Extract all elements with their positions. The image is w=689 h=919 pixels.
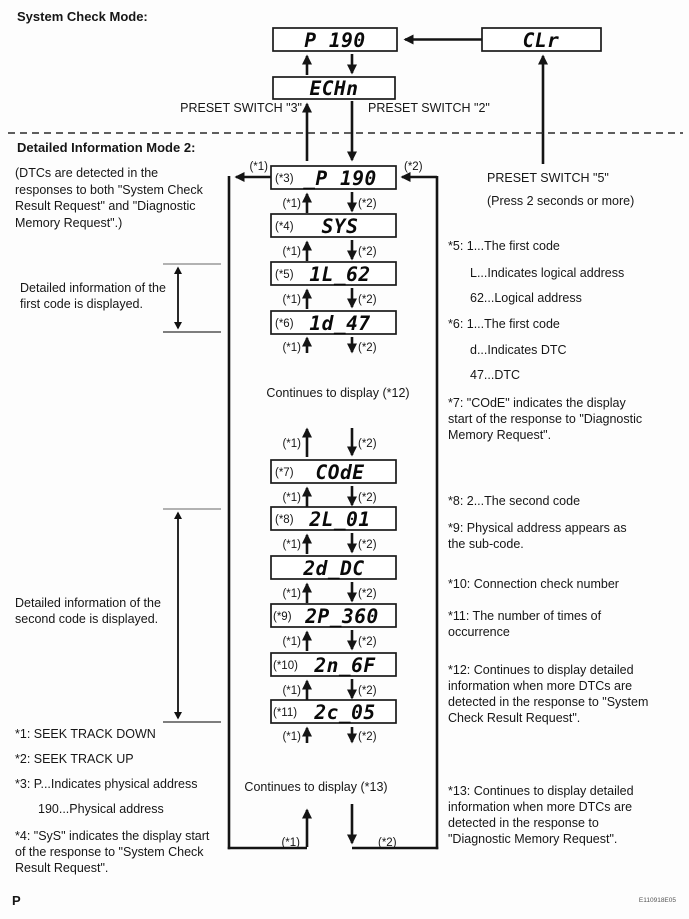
second-code-caption-line: second code is displayed.: [15, 612, 159, 626]
footnote-13-line: *13: Continues to display detailed: [448, 784, 634, 798]
first-code-caption-line: first code is displayed.: [20, 297, 143, 311]
footnote-8: *8: 2...The second code: [448, 494, 581, 508]
footnote-11-line: occurrence: [448, 625, 510, 639]
first-code-caption-line: Detailed information of the: [20, 281, 166, 295]
footnote-9-line: the sub-code.: [448, 537, 524, 551]
dtc-note-line: Result Request" and "Diagnostic: [15, 199, 196, 213]
box5-ref-label: (*5): [275, 269, 294, 281]
footnote-12-line: detected in the response to "System: [448, 695, 649, 709]
footnote-13-line: information when more DTCs are: [448, 800, 633, 814]
footnote-5-line: 62...Logical address: [470, 291, 582, 305]
box3-left-label: (*1): [249, 161, 268, 173]
preset-switch-3-label: PRESET SWITCH "3": [180, 101, 302, 115]
footnote-12-line: information when more DTCs are: [448, 679, 633, 693]
box11-ref-label: (*11): [273, 707, 298, 719]
seek-up-label: (*2): [358, 636, 377, 648]
display-box7-value: COdE: [315, 461, 365, 484]
seek-up-label: (*2): [358, 294, 377, 306]
display-box8-value: 2L_01: [309, 508, 371, 531]
box6-ref-label: (*6): [275, 318, 294, 330]
seek-down-label: (*1): [282, 588, 301, 600]
footnote-4-line: of the response to "System Check: [15, 845, 204, 859]
footnote-10: *10: Connection check number: [448, 577, 619, 591]
seek-down-label: (*1): [282, 685, 301, 697]
continues-12-note: Continues to display (*12): [266, 386, 410, 400]
footnote-7-line: *7: "COdE" indicates the display: [448, 396, 626, 410]
footnote-13-line: detected in the response to: [448, 816, 599, 830]
footnote-9-line: *9: Physical address appears as: [448, 521, 627, 535]
box9-ref-label: (*9): [273, 611, 292, 623]
footnote-1: *1: SEEK TRACK DOWN: [15, 727, 156, 741]
display-box11-value: 2c_05: [314, 701, 376, 724]
footnote-3-line: *3: P...Indicates physical address: [15, 777, 198, 791]
footnote-11-line: *11: The number of times of: [448, 609, 602, 623]
right-footnotes: [448, 239, 648, 846]
seek-up-label: (*2): [358, 685, 377, 697]
loop-seek-up-label: (*2): [378, 837, 397, 849]
display-clr: CLr: [522, 29, 560, 52]
preset-switch-5-hint: (Press 2 seconds or more): [487, 194, 635, 208]
footnote-7-line: Memory Request".: [448, 428, 552, 442]
footnote-12-line: Check Result Request".: [448, 711, 581, 725]
seek-down-label: (*1): [282, 492, 301, 504]
display-box10-value: 2n_6F: [314, 654, 376, 677]
second-code-caption-line: Detailed information of the: [15, 596, 161, 610]
seek-down-label: (*1): [282, 342, 301, 354]
footnote-5-line: *5: 1...The first code: [448, 239, 560, 253]
box10-ref-label: (*10): [273, 660, 298, 672]
seek-up-label: (*2): [358, 731, 377, 743]
left-footnotes: [15, 727, 210, 875]
footnote-6-line: 47...DTC: [470, 368, 521, 382]
preset-switch-5-label: PRESET SWITCH "5": [487, 171, 609, 185]
seek-down-label: (*1): [282, 246, 301, 258]
seek-up-label: (*2): [358, 246, 377, 258]
seek-up-label: (*2): [358, 198, 377, 210]
seek-up-label: (*2): [358, 438, 377, 450]
box4-ref-label: (*4): [275, 221, 294, 233]
footnote-6-line: *6: 1...The first code: [448, 317, 560, 331]
seek-down-label: (*1): [282, 539, 301, 551]
display-box3-value: _P 190: [303, 167, 377, 190]
footnote-4-line: *4: "SyS" indicates the display start: [15, 829, 210, 843]
display-p190: P 190: [304, 29, 366, 52]
footnote-13-line: "Diagnostic Memory Request".: [448, 832, 618, 846]
seek-up-label: (*2): [358, 342, 377, 354]
footnote-3-line: 190...Physical address: [38, 802, 164, 816]
seek-down-label: (*1): [282, 438, 301, 450]
seek-down-label: (*1): [282, 294, 301, 306]
display-box6-value: 1d_47: [309, 312, 371, 335]
system-check-mode-title: System Check Mode:: [17, 9, 148, 24]
second-code-bracket: [15, 509, 221, 722]
box3-ref-label: (*3): [275, 173, 294, 185]
continues-13-note: Continues to display (*13): [244, 780, 388, 794]
first-code-bracket: [20, 264, 221, 332]
seek-down-label: (*1): [282, 636, 301, 648]
display-box5-value: 1L_62: [309, 263, 371, 286]
detailed-mode-title: Detailed Information Mode 2:: [17, 140, 196, 155]
dtc-note-line: responses to both "System Check: [15, 183, 203, 197]
loop-seek-down-label: (*1): [281, 837, 300, 849]
doc-code: E110918E05: [638, 897, 676, 904]
box3-right-label: (*2): [404, 161, 423, 173]
seek-up-label: (*2): [358, 588, 377, 600]
footnote-5-line: L...Indicates logical address: [470, 266, 625, 280]
display-box4-value: SYS: [321, 215, 359, 238]
seek-up-label: (*2): [358, 492, 377, 504]
footnote-6-line: d...Indicates DTC: [470, 343, 567, 357]
box8-ref-label: (*8): [275, 514, 294, 526]
seek-up-label: (*2): [358, 539, 377, 551]
display-box9-value: 2P_360: [305, 605, 379, 628]
footnote-7-line: start of the response to "Diagnostic: [448, 412, 643, 426]
footnote-12-line: *12: Continues to display detailed: [448, 663, 634, 677]
dtc-note-line: (DTCs are detected in the: [15, 166, 159, 180]
seek-down-label: (*1): [282, 731, 301, 743]
seek-down-label: (*1): [282, 198, 301, 210]
footnote-2: *2: SEEK TRACK UP: [15, 752, 134, 766]
dtc-note-paragraph: [15, 166, 204, 230]
display-box-2ddc-value: 2d_DC: [303, 557, 365, 580]
display-echn: ECHn: [309, 77, 359, 100]
footnote-4-line: Result Request".: [15, 861, 109, 875]
preset-switch-2-label: PRESET SWITCH "2": [368, 101, 490, 115]
box7-ref-label: (*7): [275, 467, 294, 479]
page-marker: P: [12, 893, 21, 908]
dtc-note-line: Memory Request".): [15, 216, 123, 230]
